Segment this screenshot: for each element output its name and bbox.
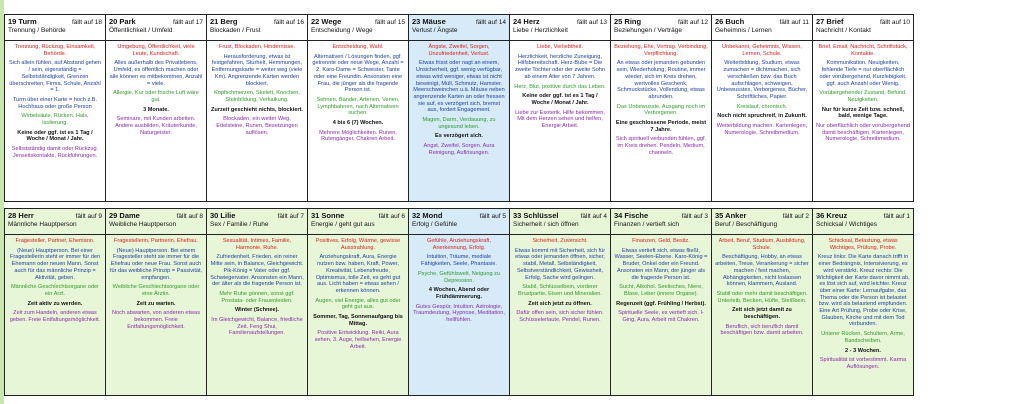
card-text-red: Trennung, Rückzug, Einsamkeit, Behörde. — [14, 44, 96, 57]
card-text-blue: Kreuz links: Die Karte danach trifft in einer Bedrängnis, Intensivierung, es wird verstärkt. Kreuz rechts: Die Wichtigkeit der Karte davor nimmt ab, es löst sich auf, wird leichter. Kreuz über einer Karte: Lernaufgabe, das Thema oder die Person ist belastet bzw. wird als belastend empfunden. Eine Art Prüfung, Probe oder Krise, Glauben, Kirche und mit dem Tod verbunden. — [816, 254, 910, 328]
card — [4, 14, 106, 202]
card-text-blue: Alles außerhalb des Privatlebens, Umfeld, es öffentlich machen oder alle können es mitbekommen, Anzahl = viele. — [109, 60, 203, 87]
card-number-title: 28 Herr — [8, 211, 34, 220]
card-header — [106, 209, 206, 235]
card-text-black: 4 Wochen, Abend oder Frühdämmerung. — [428, 287, 490, 300]
card-header — [813, 15, 913, 41]
card — [812, 208, 914, 396]
card-body — [712, 235, 812, 343]
card — [307, 14, 409, 202]
card-text-blue: Kommunikation, Neuigkeiten, fehlende Tiefe = nur oberflächlich oder vorübergehend, Kurzlebigkeit, ggf. auch Anzahl oder Wenig. — [819, 60, 907, 87]
card-falls-on: fällt auf 16 — [274, 19, 304, 26]
card-falls-on: fällt auf 14 — [476, 19, 506, 26]
card-body — [207, 41, 307, 142]
card-text-green: Mehr Ruhe gönnen, sonst ggf. Prostata- oder Frauenleiden. — [219, 290, 295, 304]
card-text-blue: Alternativen / Lösungen finden, ggf. getrennte oder neue Wege, Anzahl = 2. Karo-Dame = Schwester, Tante oder eine Freundin. Ansonsten eine Frau, die jünger als die fragende Person ist. — [312, 53, 404, 94]
card — [509, 14, 611, 202]
card-text-blue: Anziehungskraft, Aura, Energie nutzen bzw. haben, Kraft, Power, Kreativität, Lebensfreude, Optimismus, tolle Zeit, es geht gut aus. Licht haben = etwas sehen / erkennen können. — [315, 254, 401, 294]
card-falls-on: fällt auf 7 — [277, 213, 304, 220]
card-header — [106, 15, 206, 41]
card-text-red: Beziehung, Ehe, Vertrag. Verbindung, Verpflichtung. — [614, 44, 708, 57]
card-text-black: Es verzögert sich. — [435, 133, 483, 140]
card-text-green: Unterer Rücken, Schultern, Arme, Bandscheiben. — [821, 331, 905, 344]
card-text-blue: Sich allein fühlen, auf Abstand gehen / sein, eigenständig = Selbstständigkeit, Grenzen überschreiten, Firma, Schule, Anzahl = 1. — [8, 60, 102, 94]
card-text-black: Sommer, Tag, Sonnenaufgang bis Mittag. — [313, 314, 403, 327]
card-body — [106, 235, 206, 336]
card-text-red: Fragesteller, Partner, Ehemann. — [15, 238, 95, 244]
card-falls-on: fällt auf 15 — [375, 19, 405, 26]
card-falls-on: fällt auf 5 — [479, 213, 506, 220]
card-number-title: 19 Turm — [8, 17, 37, 26]
card — [206, 208, 308, 396]
card-text-red: Unbekannt, Geheimnis, Wissen, Lernen, Schule. — [722, 44, 802, 57]
card-text-black: Keine oder ggf. ist es 1 Tag / Woche / Monat / Jahr. — [522, 93, 598, 106]
card-text-purple: Liebe zur Esoterik, Hilfe bekommen, Mit dem Herzen sehen und helfen, Energie Arbeit. — [515, 109, 605, 130]
card-text-black: Zeit sich jetzt zu öffnen. — [528, 300, 592, 307]
card-text-red: Arbeit, Beruf, Studium, Ausbildung, Schule. — [718, 238, 806, 251]
card-text-blue: Herausforderung, etwas ist festgefahren, Sturheit, Hemmungen, Entfernungskarte = weiter weg (viele Km). Angrenzende Karten werden blockiert. — [211, 53, 303, 87]
card-text-black: Nur für kurze Zeit bzw. schnell, bald, wenige Tage. — [821, 106, 905, 120]
card-text-blue: Intuition, Träume, mediale Fähigkeiten, Seele, Phantasie. — [421, 254, 497, 268]
card-text-purple: Weiterbildung machen. Kartenlegen, Numerologie, Schreibmedium. — [716, 123, 808, 136]
card-text-green: Kreislauf, chronisch. — [736, 103, 788, 110]
card-text-red: Brief, Email, Nachricht, Schriftstück, Kontakte. — [818, 44, 908, 57]
card-text-green: Stabil, Schlüsselbein, vorderer Brustpartie, Eisen und Mineralien. — [518, 284, 602, 297]
card-text-blue: Etwas kommt mit Sicherheit, sich für etwas oder jemanden öffnen, sicher, stabil, Metall, Selbständigkeit, Selbstverständlichkeit, Gewissheit, Erfolg, Sache wird gelingen. — [514, 247, 606, 281]
card-header — [712, 209, 812, 235]
card-number-title: 29 Dame — [109, 211, 140, 220]
card-text-black: Zeit aktiv zu werden. — [27, 300, 83, 307]
card-text-black: Noch nicht spruchreif, in Zukunft. — [717, 113, 807, 120]
card-text-purple: Sich spirituell verbunden fühlen, ggf. im Kreis drehen. Pendeln, Medium, channeln. — [615, 136, 707, 156]
card-text-red: Schicksal, Belastung, etwas Wichtiges, Prüfung, Probe. — [828, 238, 898, 251]
card-text-purple: Im Gleichgewicht, Balance, friedliche Zeit. Feng Shui, Familienaufstellungen. — [211, 317, 303, 337]
card-number-title: 36 Kreuz — [816, 211, 848, 220]
card-header — [510, 15, 610, 41]
card-text-red: Ängste, Zweifel, Sorgen, Unzufriedenheit, Verlust. — [428, 44, 490, 57]
card-body — [5, 41, 105, 166]
card-subtitle: Verlust / Ängste — [412, 27, 458, 34]
card — [105, 14, 207, 202]
card-text-green: Weibliche Geschlechtsorgane oder eine Ärztin. — [112, 284, 200, 297]
card-text-black: Regenzeit (ggf. Frühling / Herbst). — [616, 300, 706, 307]
card-text-purple: Zeit zum Handeln, anderen etwas geben. Freie Entfaltungsmöglichkeit. — [9, 310, 101, 324]
card-text-blue: Turm über einer Karte = hoch z.B. Hochhaus oder große Person — [12, 96, 98, 110]
card-number-title: 26 Buch — [715, 17, 745, 26]
row-top — [4, 14, 1020, 202]
card-header — [207, 15, 307, 41]
card-text-black: Winter (Schnee). — [234, 307, 280, 314]
card-falls-on: fällt auf 9 — [75, 213, 102, 220]
card-text-purple: Angst, Zweifel, Sorgen. Aura Reinigung, Auflösungen. — [423, 143, 495, 156]
card-subtitle: Energie / geht gut aus — [311, 221, 375, 228]
card-falls-on: fällt auf 12 — [678, 19, 708, 26]
card-falls-on: fällt auf 13 — [577, 19, 607, 26]
card-text-purple: Nur oberflächlich oder vorübergehend damit beschäftigen. Kartenlegen, Numerologie, Schreibmedium. — [816, 123, 910, 143]
card — [812, 14, 914, 202]
card-body — [510, 41, 610, 136]
card-text-purple: Spiritualität ist vorbestimmt. Karma Auflösungen. — [819, 357, 907, 370]
card-text-red: Sicherheit, Zuversicht. — [532, 238, 588, 244]
card-text-green: Männliche Geschlechtsorgane oder ein Arzt. — [11, 284, 99, 297]
card-subtitle: Nachricht / Kontakt — [816, 27, 871, 34]
card-grid — [4, 14, 1020, 396]
card — [711, 208, 813, 396]
card-text-black: Zeit zu warten. — [136, 300, 176, 307]
card-text-green: Vorübergehender Zustand, Befund, Neuigkeiten. — [819, 90, 907, 103]
card-text-black: 2 - 3 Wochen. — [845, 347, 881, 354]
card-text-black: Zurzeit geschieht nichts, blockiert. — [210, 106, 303, 113]
card-header — [813, 209, 913, 235]
card-text-red: Sexualität, Intimes, Familie, Harmonie, Ruhe. — [222, 238, 292, 251]
card-text-green: Kopfschmerzen, Skelett, Knochen, Steinbildung, Verkalkung. — [214, 90, 300, 103]
card-text-blue: Weiterbildung, Studium, etwas zumachen = dichtmachen, sich verschließen bzw. das Buch aufschlagen, schweigen, Unbewusstes, Verborgenes, Bücher, Schriftliches, Papier. — [716, 60, 808, 100]
card-text-red: Liebe, Verliebtheit. — [536, 44, 584, 50]
card-header — [5, 209, 105, 235]
card-body — [611, 235, 711, 330]
card-body — [106, 41, 206, 142]
card-falls-on: fällt auf 11 — [779, 19, 809, 26]
card-subtitle: Finanzen / vertieft sich — [614, 221, 680, 228]
card-number-title: 22 Wege — [311, 17, 342, 26]
card-text-green: Herz, Blut, positive durch das Leben. — [514, 83, 606, 90]
card-subtitle: Geheimnis / Lernen — [715, 27, 772, 34]
card-text-black: 3 Monate. — [143, 106, 169, 113]
card-subtitle: Sex / Familie / Ruhe — [210, 221, 269, 228]
card-falls-on: fällt auf 8 — [176, 213, 203, 220]
card-text-red: Umgebung, Öffentlichkeit, viele Leute, Kundschaft. — [117, 44, 195, 57]
card-text-black: 4 bis 6 (7) Wochen. — [332, 120, 384, 127]
card-text-green: Allergie, Kur oder frische Luft wäre gut. — [113, 90, 199, 103]
card-header — [207, 209, 307, 235]
card-header — [611, 209, 711, 235]
card-number-title: 35 Anker — [715, 211, 747, 220]
card-text-green: Sehnen, Bänder, Arterien, Venen, Lymphbahnen, nach Alternativen suchen. — [316, 96, 400, 117]
card-subtitle: Öffentlichkeit / Umfeld — [109, 27, 173, 34]
card-text-purple: Seminare, mit Kunden arbeiten. Andere ausbilden, Kräuterkunde, Naturgeister. — [115, 116, 197, 136]
card-text-red: Positives, Erfolg, Wärme, gewisse Ausstrahlung. — [315, 238, 401, 251]
card-number-title: 24 Herz — [513, 17, 540, 26]
card-text-blue: Etwas vertieft sich, etwas fließt, Wasser, Seelen-Ebene. Karo-König = Bruder, Onkel oder ein Freund. Ansonsten ein Mann, der jünger als die fragende Person ist. — [614, 247, 708, 281]
card-header — [510, 209, 610, 235]
card-body — [510, 235, 610, 330]
card-subtitle: Weibliche Hauptperson — [109, 221, 177, 228]
card-falls-on: fällt auf 6 — [378, 213, 405, 220]
card-body — [813, 41, 913, 149]
card-subtitle: Beruf / Beschäftigung — [715, 221, 778, 228]
card-text-green: Wirbelsäule, Rücken, Hals, Isolierung. — [21, 113, 89, 127]
card-text-blue: Zufriedenheit, Frieden, ein reiner Mitte sein, in Balance, Gleichgewicht. Pik-König = Vater oder ggf. Schwiegervater. Ansonsten ein Mann, der älter als die fragende Person ist. — [210, 254, 304, 288]
card-text-black: Zeit sich jetzt damit zu beschäftigen. — [732, 307, 792, 321]
card-body — [207, 235, 307, 343]
card-header — [308, 15, 408, 41]
card-text-blue: (Neue) Hauptperson. Bei einer Fragestellerin steht er immer für den Ehemann oder neuen Mann. Sonst auch für das männliche Prinzip = Aktivität, geben. — [9, 247, 101, 281]
card-subtitle: Entscheidung / Wege — [311, 27, 373, 34]
card-text-black: Keine oder ggf. ist es 1 Tag / Woche / Monat / Jahr. — [17, 129, 93, 143]
card-number-title: 21 Berg — [210, 17, 238, 26]
card-number-title: 32 Mond — [412, 211, 443, 220]
card — [307, 208, 409, 396]
card — [105, 208, 207, 396]
card-subtitle: Beziehungen / Verträge — [614, 27, 682, 34]
card-falls-on: fällt auf 18 — [72, 19, 102, 26]
card-body — [5, 235, 105, 330]
card — [711, 14, 813, 202]
card-subtitle: Männliche Hauptperson — [8, 221, 77, 228]
card-header — [409, 209, 509, 235]
card-text-red: Fragestellerin, Partnerin, Ehefrau. — [114, 238, 198, 244]
card-body — [813, 235, 913, 377]
card-subtitle: Sicherheit / sich öffnen — [513, 221, 579, 228]
card-number-title: 33 Schlüssel — [513, 211, 559, 220]
card-text-purple: Positive Entwicklung. Reiki, Aura sehen, 3. Auge, hellsehen, Energie Arbeit. — [314, 330, 402, 350]
row-bottom — [4, 208, 1020, 396]
card-subtitle: Blockaden / Frust — [210, 27, 261, 34]
card-falls-on: fällt auf 3 — [681, 213, 708, 220]
card-text-purple: Blockaden, ein weiter Weg, Edelsteine, Runen, Besetzungen auflösen. — [216, 116, 298, 136]
card-text-blue: Beschäftigung, Hobby, an etwas arbeiten, Treue, Verankerung = sicher machen / fest machen, Abhängigkeiten, nicht loslassen können, klammern, Ausland. — [715, 254, 809, 288]
card-subtitle: Schicksal / Wichtiges — [816, 221, 878, 228]
card-body — [611, 41, 711, 163]
card — [408, 208, 510, 396]
card — [206, 14, 308, 202]
card-body — [308, 41, 408, 149]
card-text-black: Eine geschlossene Periode, meist 7 Jahre. — [615, 120, 707, 133]
card-header — [308, 209, 408, 235]
card-number-title: 25 Ring — [614, 17, 642, 26]
card-text-green: Magen, Darm, Verdauung, zu ungesund leben. — [422, 117, 496, 130]
card-falls-on: fällt auf 2 — [782, 213, 809, 220]
card-text-blue: (Neue) Hauptperson. Bei einem Fragesteller steht sie immer für die Ehefrau oder neue Frau. Sonst auch für das weibliche Prinzip = Passivität, empfangen. — [109, 247, 203, 281]
card-body — [712, 41, 812, 142]
card-text-green: Augen, viel Energie, alles gut oder geht gut aus. — [315, 297, 401, 311]
card-text-purple: Spirituelle Seele, es vertieft sich. I-Ging, Aura, Arbeit mit Chakren. — [618, 310, 704, 324]
card-text-purple: Noch abwarten, von anderen etwas bekommen. Freie Entfaltungsmöglichkeit. — [111, 310, 200, 330]
card-text-purple: Selbstständig damit oder Rückzug. Jenseitskontakte, Rückführungen. — [11, 146, 99, 159]
card-header — [611, 15, 711, 41]
card-subtitle: Erfolg / Gefühle — [412, 221, 458, 228]
card-text-blue: An etwas oder jemanden gebunden sein, Wiederholung, Routine, immer wieder, sich im Kreis drehen, wertvolles Geschenk, Schmuckstücke, Vollendung, etwas abrunden. — [616, 60, 706, 100]
card-text-red: Frust, Blockaden, Hindernisse. — [218, 44, 296, 50]
card-text-red: Finanzen, Geld, Besitz. — [632, 238, 690, 244]
card — [4, 208, 106, 396]
card — [408, 14, 510, 202]
card — [509, 208, 611, 396]
card-text-green: Das Unbewusste, Ausgang noch im Verborgenen. — [616, 103, 706, 117]
card-header — [5, 15, 105, 41]
card-number-title: 30 Lilie — [210, 211, 236, 220]
card-subtitle: Trennung / Behörde — [8, 27, 66, 34]
card-number-title: 27 Brief — [816, 17, 844, 26]
card-falls-on: fällt auf 4 — [580, 213, 607, 220]
card-text-purple: Mehrere Möglichkeiten. Runen, Rutengänger, Chakren Arbeit. — [319, 129, 397, 143]
card-text-red: Gefühle, Anziehungskraft, Anerkennung, Erfolg. — [426, 238, 492, 251]
card-number-title: 34 Fische — [614, 211, 649, 220]
card-text-green: Psyche, Gefühlswelt, Neigung zu Depression. — [417, 270, 501, 284]
card-falls-on: fällt auf 10 — [880, 19, 910, 26]
card-body — [409, 235, 509, 330]
card-header — [409, 15, 509, 41]
card-subtitle: Liebe / Herzlichkeit — [513, 27, 568, 34]
card-text-green: Sucht, Alkohol. Seelisches, Niere, Blase, Leber (innere Organe). — [619, 284, 703, 297]
card — [610, 14, 712, 202]
card-text-purple: Dafür offen sein, sich sicher fühlen. Schüsselerlaute, Pendel, Runen. — [516, 310, 604, 324]
card-text-purple: Gutes Gespür, Intuition. Astrologie, Traumdeutung, Hypnose, Meditation, hellfühlen. — [413, 303, 505, 324]
card-number-title: 23 Mäuse — [412, 17, 446, 26]
card-text-purple: Beruflich, sich beruflich damit beschäftigen bzw. damit arbeiten. — [720, 323, 804, 337]
card-number-title: 20 Park — [109, 17, 136, 26]
card-text-red: Entscheidung, Wahl. — [332, 44, 384, 50]
card-falls-on: fällt auf 17 — [173, 19, 203, 26]
card — [610, 208, 712, 396]
card-header — [712, 15, 812, 41]
card-text-blue: Herzlichkeit, herzliche Zuneigung, Hilfsbereitschaft. Herz-Bube = Die zweite Tochter oder der zweite Sohn ab einem Alter von 7 Jahren. — [514, 53, 606, 80]
card-body — [409, 41, 509, 163]
card-text-blue: Etwas frisst oder nagt an einem, Unsicherheit, ggf. wenig verfügbar, etwas wird weniger, etwas ist nicht beseinigt, Müll, Schmutz, Hamster. Meerschweinchen u.ä. Mäuse neben angrenzende Karten an oder fressen sie auf, es verzögert sich, bremst aus, fordert Engagement. — [413, 60, 505, 114]
card-body — [308, 235, 408, 357]
card-text-green: Stabil oder mehr damit beschäftigen. Unterleib, Becken, Hüfte, Steißbein. — [716, 290, 808, 304]
card-falls-on: fällt auf 1 — [883, 213, 910, 220]
card-number-title: 31 Sonne — [311, 211, 345, 220]
